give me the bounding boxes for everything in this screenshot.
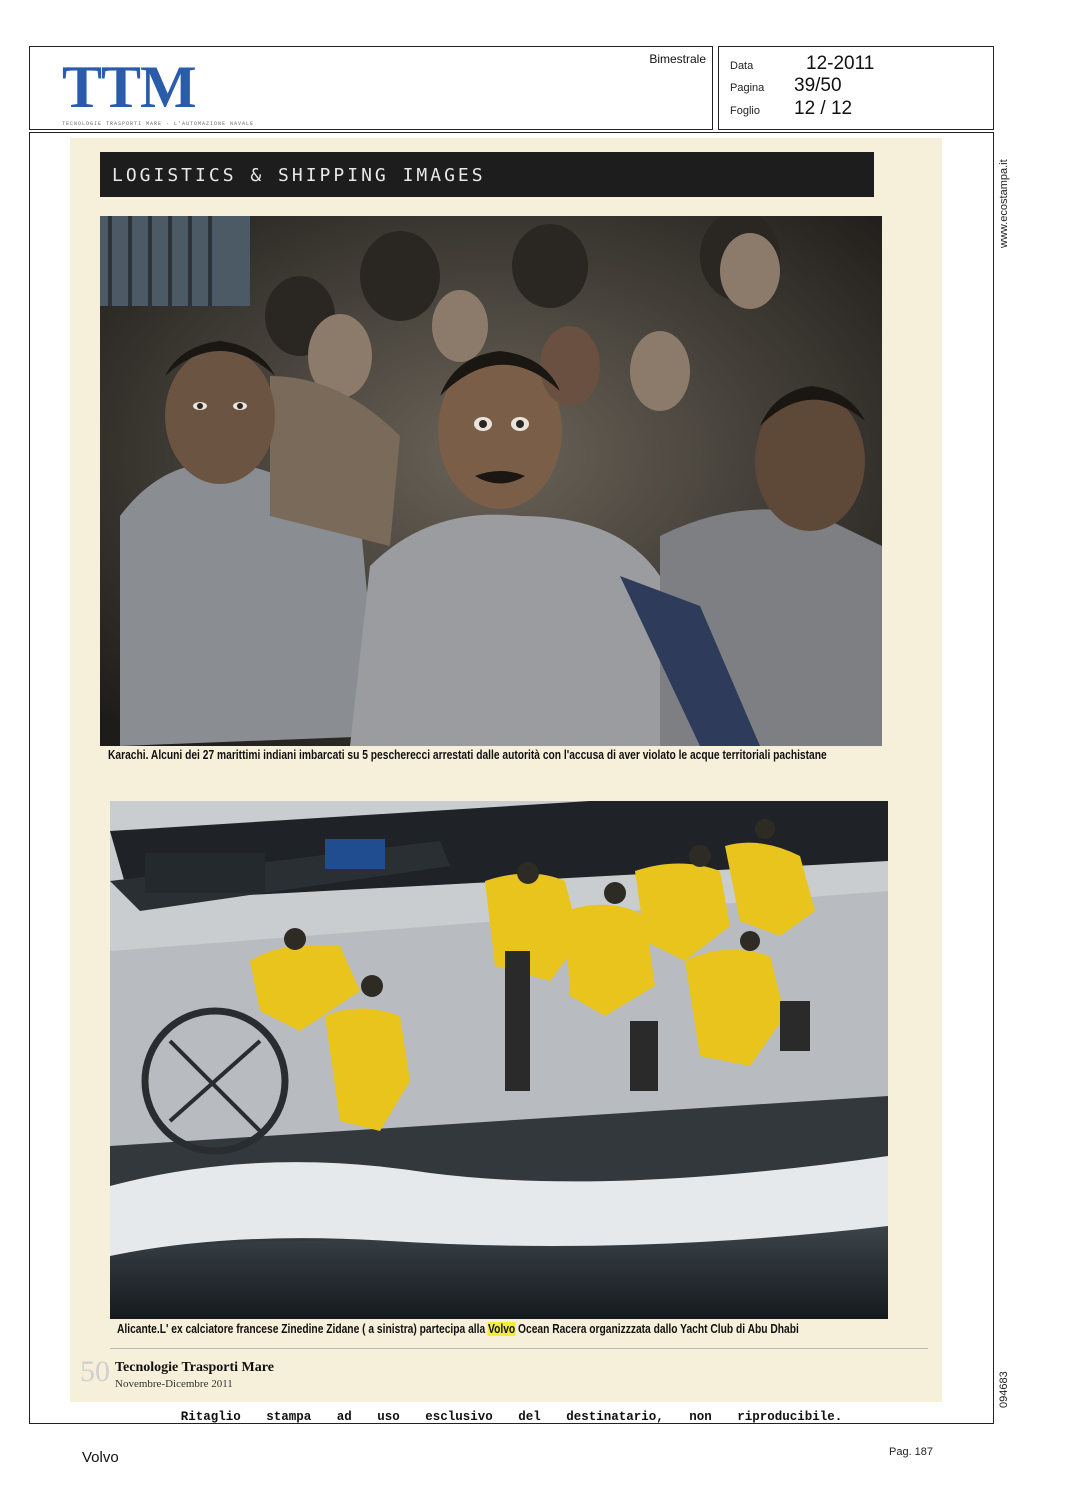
clip-code-vertical: 094683 — [998, 1371, 1010, 1408]
header-metadata — [718, 46, 994, 130]
section-banner — [100, 152, 874, 197]
footer-divider — [110, 1348, 928, 1349]
photo-karachi-image — [100, 216, 882, 746]
meta-value: 12 / 12 — [794, 98, 853, 119]
meta-value: 39/50 — [794, 75, 842, 96]
photo-sailing-image — [110, 801, 888, 1319]
logo-tagline: TECNOLOGIE TRASPORTI MARE · L'AUTOMAZIONE NAVALE — [62, 121, 255, 127]
caption-highlight: Volvo — [488, 1322, 516, 1336]
meta-label: Pagina — [730, 82, 765, 94]
magazine-issue: Novembre-Dicembre 2011 — [115, 1378, 233, 1390]
clipping-frame — [29, 132, 994, 1424]
meta-row-date — [730, 53, 874, 75]
photo-volvo-ocean-race — [110, 801, 888, 1319]
photo-volvo-caption — [117, 1322, 799, 1336]
frequency-label: Bimestrale — [649, 52, 706, 66]
magazine-page-number: 50 — [80, 1355, 110, 1388]
footer-page: Pag. 187 — [889, 1446, 934, 1458]
caption-text: Alcuni dei 27 marittimi indiani imbarcati su 5 pescherecci arrestati dalle autorità con l'accusa di aver violato le acque territoriali pachistane — [148, 748, 827, 762]
meta-row-sheet — [730, 98, 852, 120]
photo-karachi-caption — [108, 748, 827, 762]
section-title: LOGISTICS & SHIPPING IMAGES — [112, 165, 486, 186]
website-vertical: www.ecostampa.it — [998, 159, 1010, 248]
magazine-title: Tecnologie Trasporti Mare — [115, 1360, 274, 1375]
caption-text-before: L' ex calciatore francese Zinedine Zidane ( a sinistra) partecipa alla — [159, 1322, 489, 1336]
clipping-disclaimer: Ritaglio stampa ad uso esclusivo del destinatario, non riproducibile. — [180, 1410, 843, 1424]
caption-place: Karachi. — [108, 748, 149, 762]
logo-text: TTM — [62, 54, 196, 120]
meta-row-page — [730, 75, 842, 97]
caption-place: Alicante. — [117, 1322, 160, 1336]
magazine-logo — [62, 54, 255, 127]
caption-text-after: Ocean Racera organizzzata dallo Yacht Club di Abu Dhabi — [515, 1322, 799, 1336]
footer-keyword: Volvo — [82, 1449, 119, 1466]
meta-label: Data — [730, 60, 754, 72]
header-masthead — [29, 46, 713, 130]
scanned-page — [70, 138, 942, 1402]
photo-karachi-fishermen — [100, 216, 882, 746]
meta-label: Foglio — [730, 105, 760, 117]
meta-value: 12-2011 — [806, 53, 875, 74]
